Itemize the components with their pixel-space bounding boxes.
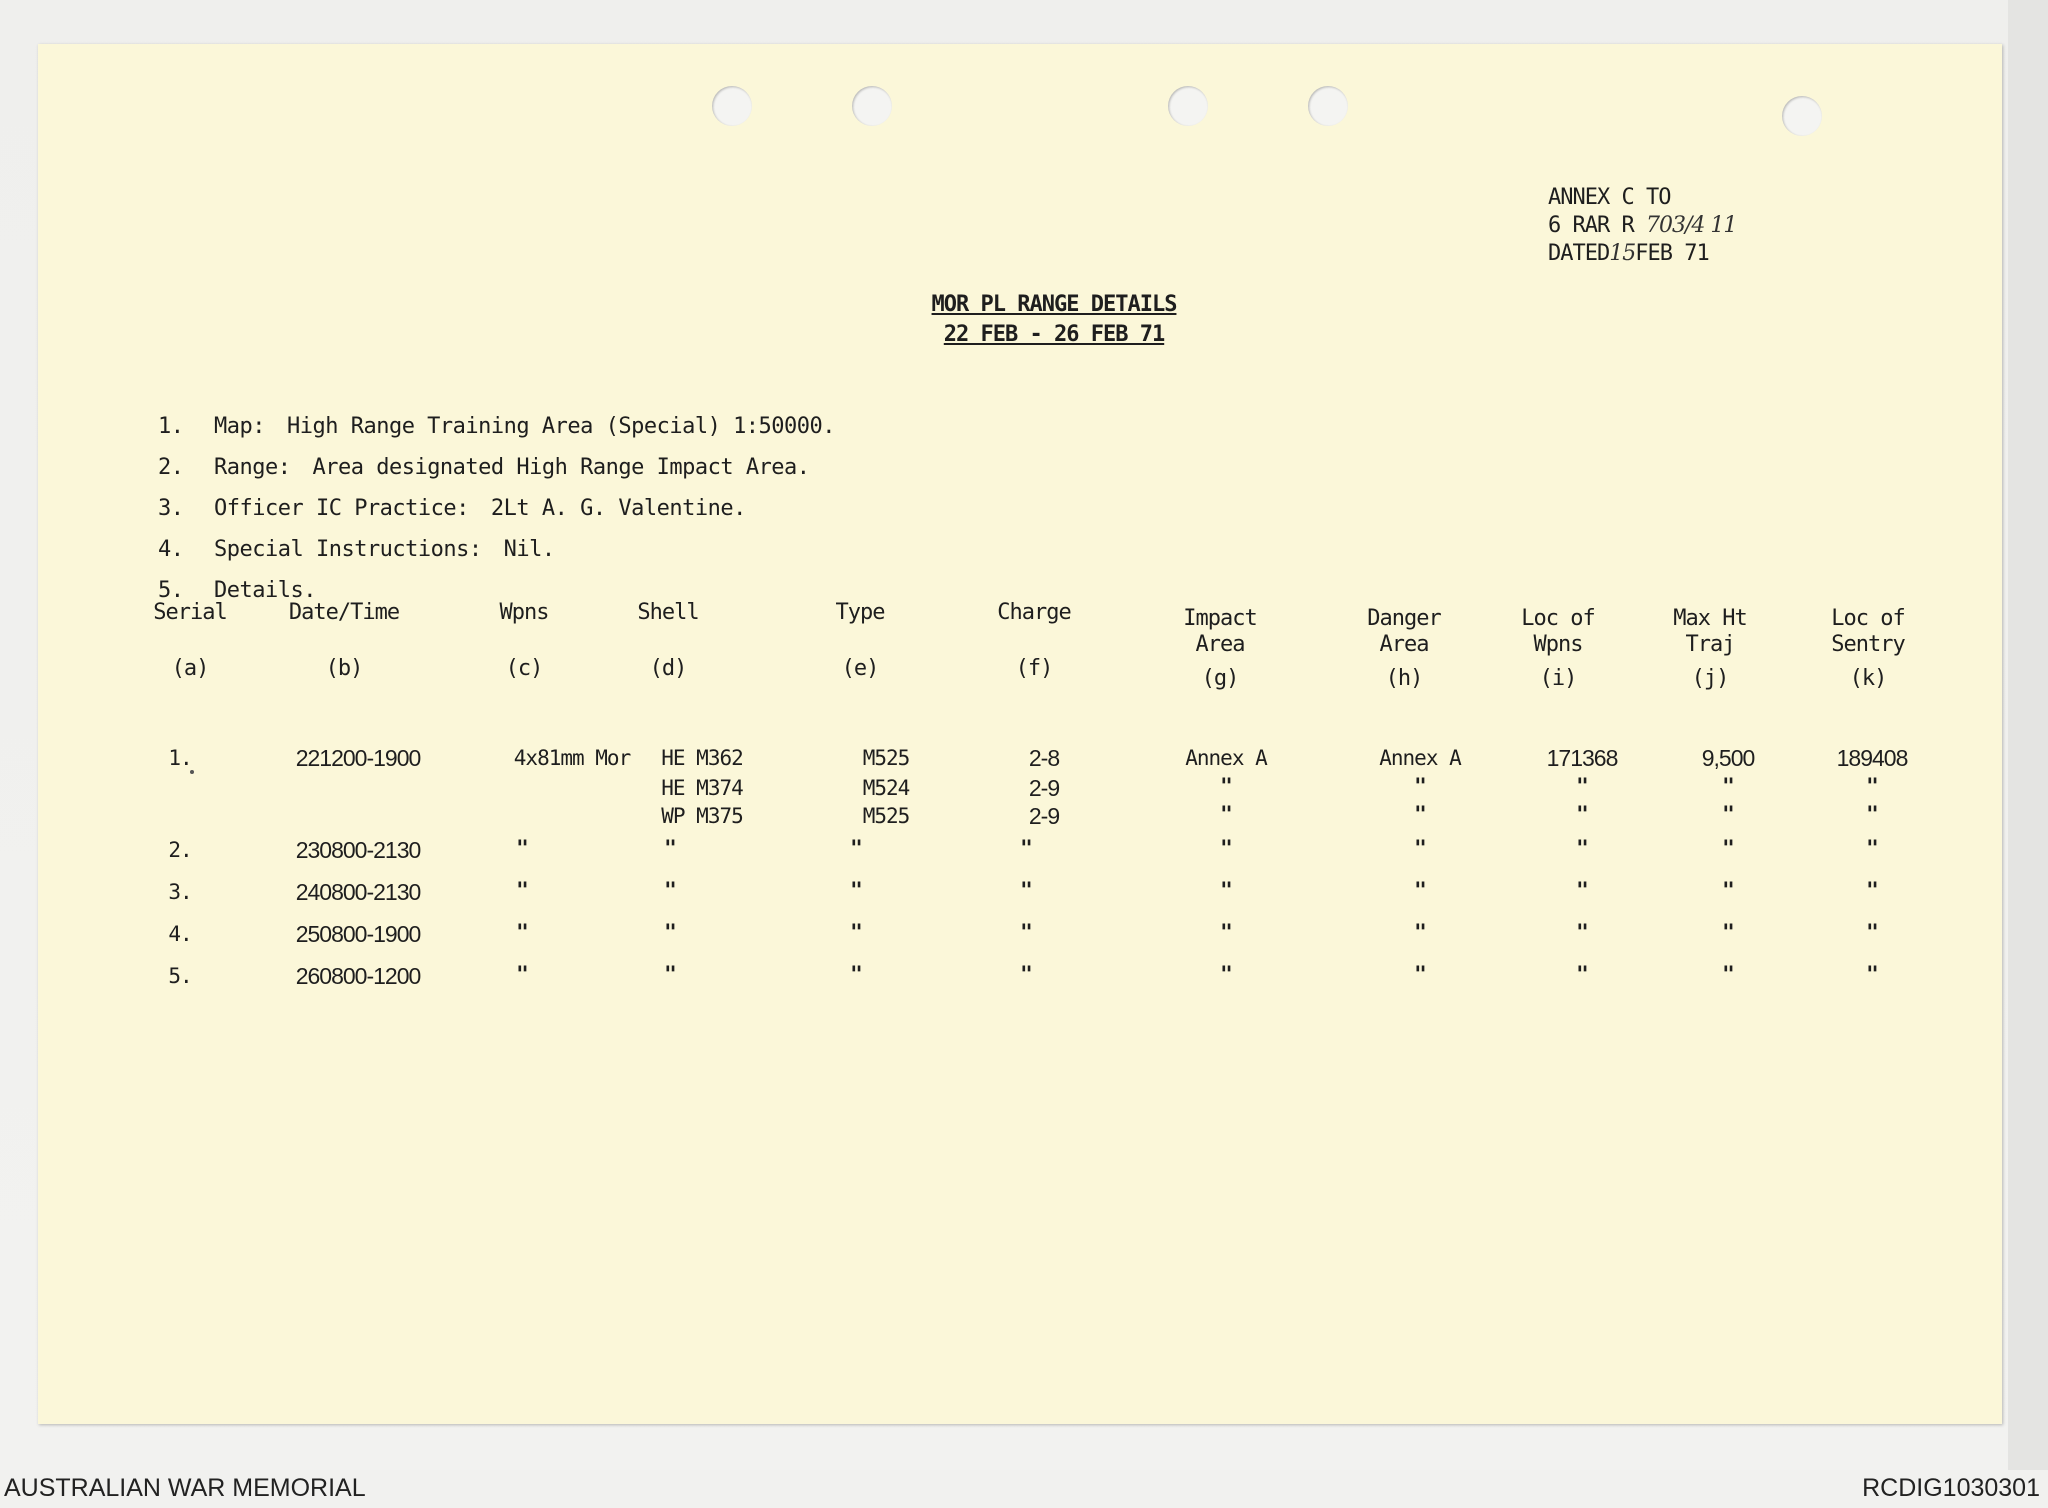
item-number: 1. — [158, 414, 184, 439]
row-charge: 2-9 — [1028, 803, 1060, 829]
column-letter: (j) — [1691, 666, 1729, 691]
ditto-mark: " — [1722, 836, 1734, 860]
ditto-mark: " — [516, 920, 528, 944]
footer-record-id: RCDIG1030301 — [1862, 1474, 2040, 1502]
item-text — [214, 455, 810, 480]
row-loc-weapons: " — [1576, 774, 1588, 798]
row-danger-area: " — [1414, 774, 1426, 798]
column-header: Shell — [637, 600, 699, 625]
annex-line-1: ANNEX C TO — [1548, 185, 1671, 210]
ditto-mark: " — [1866, 878, 1878, 902]
row-loc-weapons: " — [1576, 802, 1588, 826]
row-danger-area: " — [1414, 802, 1426, 826]
row-datetime: 230800-2130 — [295, 837, 421, 863]
column-letter: (h) — [1385, 666, 1423, 691]
row-type: M525 — [862, 804, 910, 828]
item-value: 2Lt A. G. Valentine. — [490, 496, 746, 521]
row-type: M524 — [862, 776, 910, 800]
row-danger-area: Annex A — [1379, 746, 1461, 770]
ditto-mark: " — [1020, 836, 1032, 860]
item-text — [214, 414, 835, 439]
column-letter: (k) — [1849, 666, 1887, 691]
column-letter: (f) — [1015, 656, 1053, 681]
page-title — [874, 290, 1234, 350]
row-loc-sentry: 189408 — [1836, 745, 1908, 771]
ditto-mark: " — [1722, 878, 1734, 902]
punch-hole — [1168, 86, 1208, 126]
ditto-mark: " — [1220, 836, 1232, 860]
row-charge: 2-9 — [1028, 775, 1060, 801]
column-header: Wpns — [499, 600, 549, 625]
ditto-mark: " — [516, 836, 528, 860]
annex-line-2 — [1548, 212, 1736, 240]
column-header: Loc of Sentry — [1831, 606, 1905, 657]
punch-hole — [1308, 86, 1348, 126]
column-header: Type — [835, 600, 885, 625]
row-weapons: 4x81mm Mor — [513, 746, 631, 770]
punch-hole — [1782, 96, 1822, 136]
annex-dated-handwritten: 15 — [1609, 241, 1636, 266]
row-loc-sentry: " — [1866, 774, 1878, 798]
row-type: M525 — [862, 746, 910, 770]
row-impact-area: " — [1220, 774, 1232, 798]
column-header: Danger Area — [1367, 606, 1441, 657]
scan-edge-shade — [2008, 0, 2048, 1470]
ditto-mark: " — [850, 836, 862, 860]
column-header: Impact Area — [1183, 606, 1257, 657]
row-max-height: " — [1722, 774, 1734, 798]
annex-dated-prefix: DATED — [1548, 241, 1610, 266]
row-datetime: 260800-1200 — [295, 963, 421, 989]
column-letter: (b) — [325, 656, 363, 681]
row-impact-area: Annex A — [1185, 746, 1267, 770]
ditto-mark: " — [1020, 878, 1032, 902]
footer-archive-name: AUSTRALIAN WAR MEMORIAL — [4, 1474, 366, 1502]
item-number: 4. — [158, 537, 184, 562]
column-letter: (c) — [505, 656, 543, 681]
ditto-mark: " — [850, 920, 862, 944]
row-serial: 4. — [168, 922, 192, 946]
ditto-mark: " — [1414, 878, 1426, 902]
ditto-mark: " — [1722, 962, 1734, 986]
row-impact-area: " — [1220, 802, 1232, 826]
ditto-mark: " — [664, 920, 676, 944]
annex-dated-suffix: FEB 71 — [1635, 241, 1709, 266]
punch-hole — [852, 86, 892, 126]
column-header: Loc of Wpns — [1521, 606, 1595, 657]
row-datetime: 250800-1900 — [295, 921, 421, 947]
item-number: 3. — [158, 496, 184, 521]
ditto-mark: " — [1866, 920, 1878, 944]
column-letter: (i) — [1539, 666, 1577, 691]
row-shell: WP M375 — [661, 804, 743, 828]
row-max-height: 9,500 — [1701, 745, 1755, 771]
ink-dot — [190, 770, 194, 774]
item-label: Map: — [214, 414, 265, 439]
item-value: Area designated High Range Impact Area. — [312, 455, 810, 480]
punch-hole — [712, 86, 752, 126]
row-loc-weapons: 171368 — [1546, 745, 1618, 771]
document-sheet — [38, 44, 2002, 1424]
ditto-mark: " — [1414, 836, 1426, 860]
row-serial: 2. — [168, 838, 192, 862]
row-datetime: 221200-1900 — [295, 745, 421, 771]
row-max-height: " — [1722, 802, 1734, 826]
annex-reference — [1548, 184, 1736, 268]
item-number: 5. — [158, 578, 184, 603]
ditto-mark: " — [1576, 920, 1588, 944]
ditto-mark: " — [1414, 962, 1426, 986]
item-number: 2. — [158, 455, 184, 480]
ditto-mark: " — [1722, 920, 1734, 944]
ditto-mark: " — [1866, 962, 1878, 986]
column-header: Serial — [153, 600, 227, 625]
row-shell: HE M374 — [661, 776, 743, 800]
ditto-mark: " — [664, 836, 676, 860]
title-line-1: MOR PL RANGE DETAILS — [931, 292, 1177, 317]
row-shell: HE M362 — [661, 746, 743, 770]
column-letter: (a) — [171, 656, 209, 681]
item-label: Officer IC Practice: — [214, 496, 469, 521]
item-label: Details. — [214, 578, 316, 603]
column-header: Charge — [997, 600, 1071, 625]
row-serial: 3. — [168, 880, 192, 904]
row-datetime: 240800-2130 — [295, 879, 421, 905]
row-charge: 2-8 — [1028, 745, 1060, 771]
ditto-mark: " — [850, 878, 862, 902]
column-letter: (d) — [649, 656, 687, 681]
annex-line-3 — [1548, 240, 1736, 268]
ditto-mark: " — [1866, 836, 1878, 860]
column-header: Max Ht Traj — [1673, 606, 1747, 657]
annex-ref-handwritten: 703/4 11 — [1645, 213, 1737, 238]
item-value: High Range Training Area (Special) 1:50000. — [286, 414, 836, 439]
item-text — [214, 496, 746, 521]
ditto-mark: " — [1020, 920, 1032, 944]
title-line-2: 22 FEB - 26 FEB 71 — [943, 322, 1165, 347]
item-label: Special Instructions: — [214, 537, 482, 562]
row-loc-sentry: " — [1866, 802, 1878, 826]
ditto-mark: " — [516, 878, 528, 902]
ditto-mark: " — [1576, 962, 1588, 986]
column-header: Date/Time — [288, 600, 400, 625]
ditto-mark: " — [850, 962, 862, 986]
row-serial: 5. — [168, 964, 192, 988]
ditto-mark: " — [1220, 920, 1232, 944]
ditto-mark: " — [664, 962, 676, 986]
annex-ref-prefix: 6 RAR R — [1548, 213, 1634, 238]
column-letter: (g) — [1201, 666, 1239, 691]
column-letter: (e) — [841, 656, 879, 681]
item-label: Range: — [214, 455, 291, 480]
item-text — [214, 537, 555, 562]
ditto-mark: " — [1576, 836, 1588, 860]
item-value: Nil. — [503, 537, 555, 562]
ditto-mark: " — [1020, 962, 1032, 986]
ditto-mark: " — [1220, 962, 1232, 986]
ditto-mark: " — [1414, 920, 1426, 944]
ditto-mark: " — [1220, 878, 1232, 902]
ditto-mark: " — [664, 878, 676, 902]
row-serial: 1. — [168, 746, 192, 770]
ditto-mark: " — [1576, 878, 1588, 902]
ditto-mark: " — [516, 962, 528, 986]
